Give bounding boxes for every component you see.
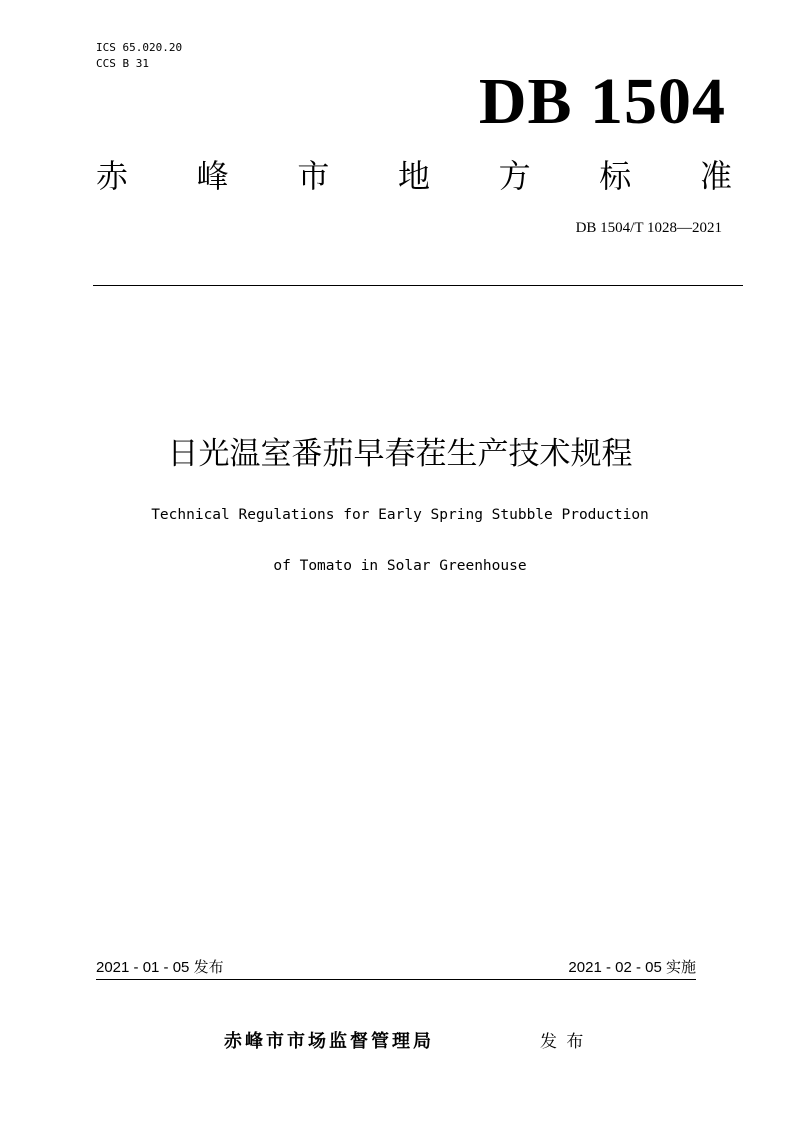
date-row xyxy=(96,958,696,982)
header-divider xyxy=(93,285,743,286)
document-title-english-line1: Technical Regulations for Early Spring Stubble Production xyxy=(151,507,649,523)
standard-type-char: 地 xyxy=(397,157,430,195)
standard-type-char: 方 xyxy=(498,157,531,195)
classification-codes xyxy=(96,40,182,72)
standard-type-char: 准 xyxy=(699,157,732,195)
ccs-code: CCS B 31 xyxy=(96,57,149,70)
standard-number: DB 1504/T 1028—2021 xyxy=(575,220,722,236)
standard-type-char: 峰 xyxy=(196,157,229,195)
issue-date: 2021 - 01 - 05 发布 xyxy=(96,959,224,976)
standard-type-char: 市 xyxy=(297,157,330,195)
standard-type-title xyxy=(96,154,732,198)
standard-type-char: 标 xyxy=(599,157,632,195)
standard-type-char: 赤 xyxy=(96,157,129,195)
document-title-english-line2: of Tomato in Solar Greenhouse xyxy=(273,558,527,574)
implementation-date: 2021 - 02 - 05 实施 xyxy=(568,959,696,976)
db-code: DB 1504 xyxy=(478,65,726,138)
issuing-authority: 赤峰市市场监督管理局 xyxy=(224,1031,434,1052)
ics-code: ICS 65.020.20 xyxy=(96,41,183,54)
date-divider xyxy=(96,979,696,980)
issue-action: 发 布 xyxy=(540,1032,586,1052)
document-title-chinese: 日光温室番茄早春茬生产技术规程 xyxy=(167,436,633,472)
